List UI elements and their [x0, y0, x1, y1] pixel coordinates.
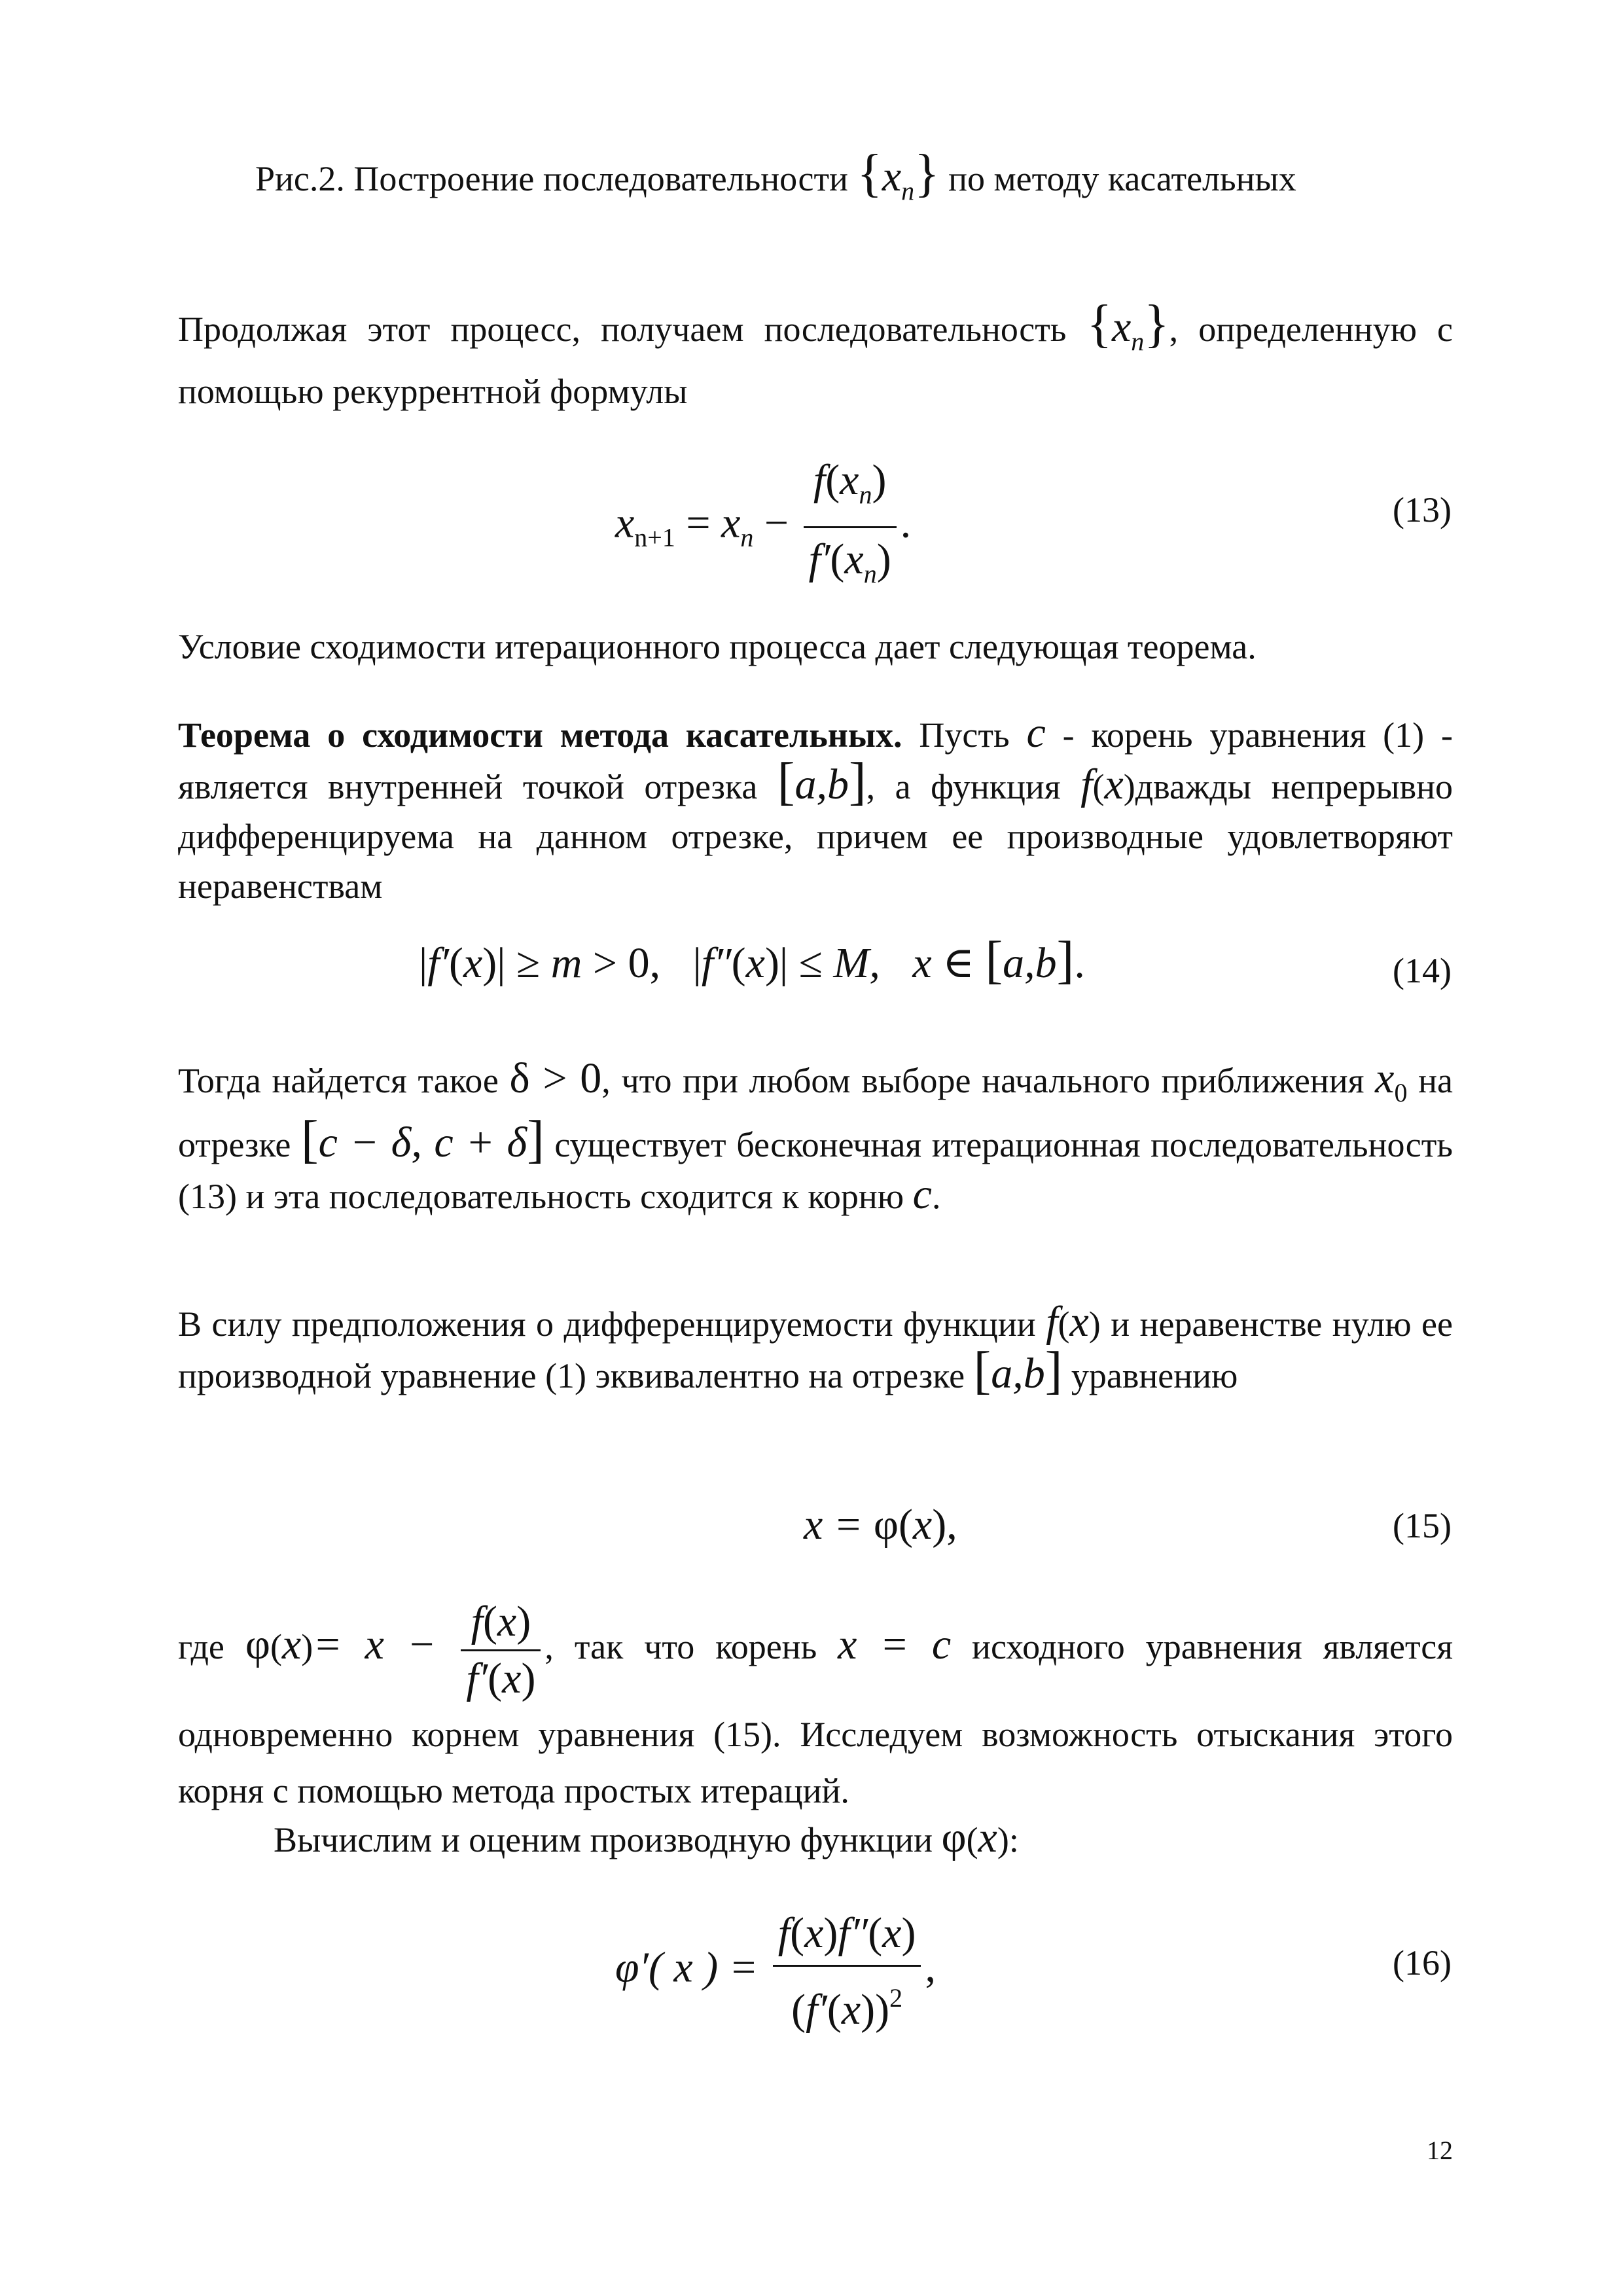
equation-13: $x_{n+1} = x_n$ − $\frac{f(x_n)}{f'(x_n)}$ . — [615, 449, 911, 605]
equation-16-number: (16) — [1393, 1943, 1452, 1982]
equation-15: x = φ(x), — [804, 1501, 957, 1549]
caption-suffix: по методу касательных — [948, 159, 1296, 198]
page-number: 12 — [1427, 2136, 1453, 2165]
paragraph-phi-definition: где φ(x)= x − $\frac{f(x)}{f'(x)}$ , так что корень x = c исходного уравнения является одновременно корнем уравнения (15). Исследуем возможность отыскания этого корня с помощью метода простых итераций. — [178, 1594, 1453, 1819]
caption-prefix: Рис.2. Построение последовательности — [255, 159, 848, 198]
caption-seq-var: x — [882, 152, 902, 200]
equation-13-number: (13) — [1393, 490, 1452, 529]
fraction-phi: $\frac{f(x)}{f'(x)}$ — [461, 1594, 541, 1706]
theorem-paragraph: Теорема о сходимости метода касательных. Пусть c - корень уравнения (1) - является внутренней точкой отрезка [a,b], а функция f(x)дважды непрерывно дифференцируема на данном отрезке, причем ее производные удовлетворяют неравенствам — [178, 709, 1454, 906]
fraction-16: $\frac{f(x)f''(x)}{(f'(x))^2}$ — [773, 1902, 921, 2041]
paragraph-equivalence: В силу предположения о дифференцируемости функции f(x) и неравенстве нулю ее производной уравнение (1) эквивалентно на отрезке [a,b] уравнению — [178, 1298, 1453, 1399]
equation-14: |f′(x)| ≥ m > 0, |f″(x)| ≤ M, x ∈ [a,b]. — [419, 931, 1085, 989]
theorem-title: Теорема о сходимости метода касательных. — [178, 715, 902, 755]
fraction-13: $\frac{f(x_n)}{f'(x_n)}$ — [804, 449, 897, 605]
paragraph-convergence-condition: Условие сходимости итерационного процесса дает следующая теорема. — [178, 627, 1257, 666]
equation-14-number: (14) — [1393, 951, 1452, 990]
caption-seq-sub: n — [901, 176, 915, 206]
equation-16: φ′( x ) = $\frac{f(x)f''(x)}{(f'(x))^2}$ , — [615, 1902, 936, 2041]
equation-15-number: (15) — [1393, 1506, 1452, 1545]
figure-caption: Рис.2. Построение последовательности $\{x_n\}$ по методу касательных — [255, 145, 1296, 206]
paragraph-recurrence-intro: Продолжая этот процесс, получаем последовательность $\{x_n\}$, определенную с помощью рекуррентной формулы — [178, 295, 1454, 411]
paragraph-derivative-intro: Вычислим и оценим производную функции φ(x): — [274, 1814, 1019, 1861]
paragraph-theorem-conclusion: Тогда найдется такое δ > 0, что при любом выборе начального приближения $x_0$ на отрезке [c − δ, c + δ] существует бесконечная итерационная последовательность (13) и эта последовательность сходится к корню c. — [178, 1054, 1453, 1218]
